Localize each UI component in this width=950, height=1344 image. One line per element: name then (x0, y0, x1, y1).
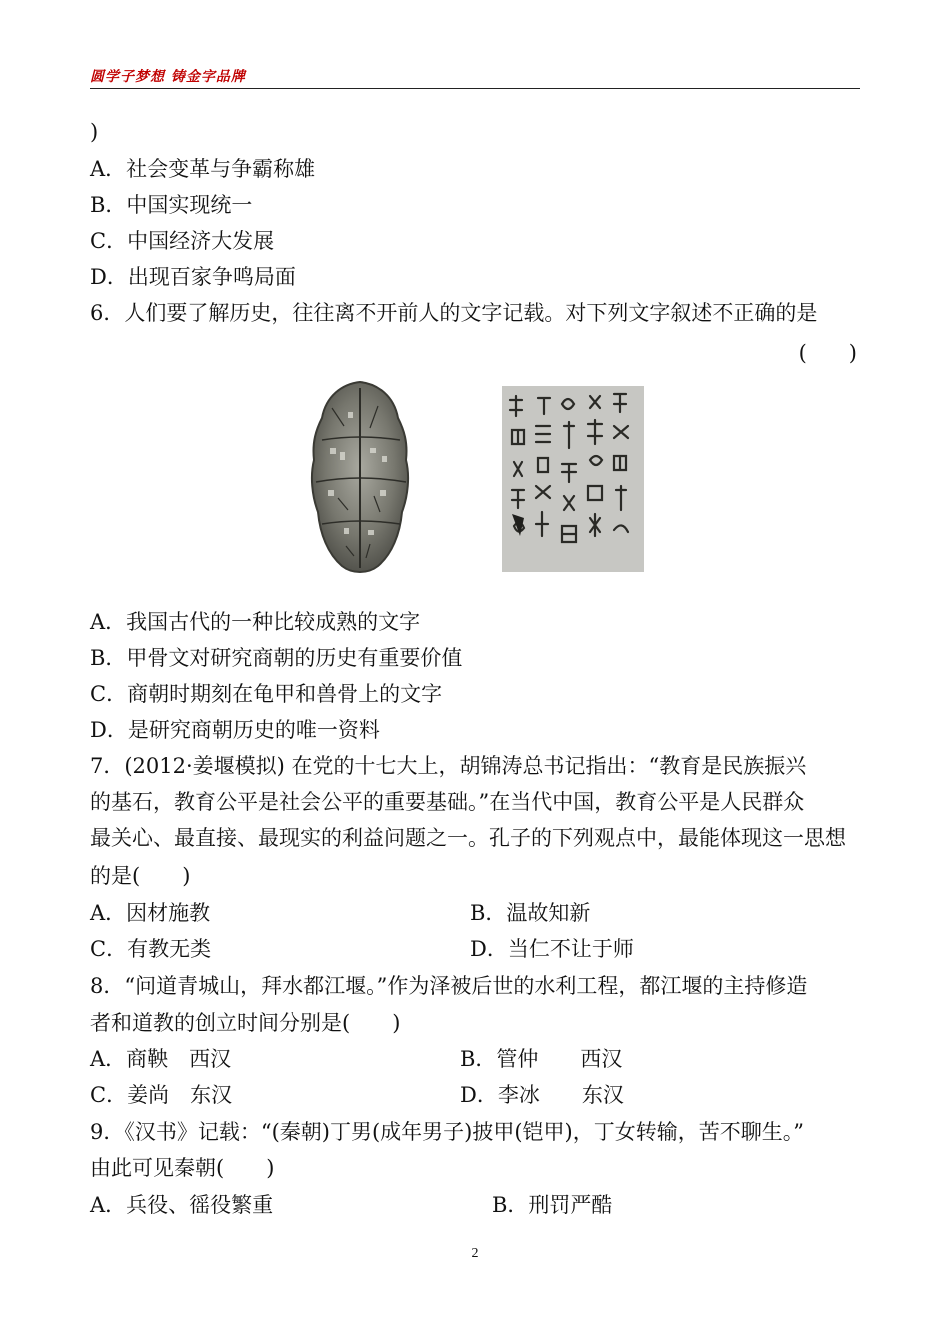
q6-stem: 6．人们要了解历史，往往离不开前人的文字记载。对下列文字叙述不正确的是 (90, 301, 818, 325)
q8-option-a: A．商鞅 西汉 (90, 1047, 232, 1071)
header-slogan: 圆学子梦想 铸金字品牌 (90, 69, 246, 85)
q5-option-d: D．出现百家争鸣局面 (90, 265, 296, 289)
q9-line-2: 由此可见秦朝( ) (90, 1156, 275, 1180)
oracle-inscription-rubbing-image (502, 386, 644, 572)
q7-line-4: 的是( ) (90, 864, 191, 888)
q5-option-c: C．中国经济大发展 (90, 229, 275, 253)
q8-option-d: D．李冰 东汉 (460, 1083, 624, 1107)
q9-option-b: B．刑罚严酷 (492, 1193, 613, 1217)
q7-line-1: 7．(2012·姜堰模拟) 在党的十七大上，胡锦涛总书记指出：“教育是民族振兴 (90, 754, 807, 778)
q6-option-d: D．是研究商朝历史的唯一资料 (90, 718, 380, 742)
q7-line-2: 的基石，教育公平是社会公平的重要基础。”在当代中国，教育公平是人民群众 (90, 790, 805, 814)
q6-option-b: B．甲骨文对研究商朝的历史有重要价值 (90, 646, 463, 670)
q6-option-c: C．商朝时期刻在龟甲和兽骨上的文字 (90, 682, 443, 706)
page-header (90, 66, 860, 89)
q8-line-2: 者和道教的创立时间分别是( ) (90, 1011, 401, 1035)
q5-option-a: A．社会变革与争霸称雄 (90, 157, 316, 181)
page-number: 2 (471, 1246, 479, 1261)
q9-line-1: 9．《汉书》记载：“(秦朝)丁男(成年男子)披甲(铠甲)，丁女转输，苦不聊生。” (90, 1120, 804, 1144)
q7-option-d: D．当仁不让于师 (470, 937, 634, 961)
q8-line-1: 8．“问道青城山，拜水都江堰。”作为泽被后世的水利工程，都江堰的主持修造 (90, 974, 808, 998)
q5-close-paren: ) (90, 120, 99, 144)
q9-option-a: A．兵役、徭役繁重 (90, 1193, 274, 1217)
q5-option-b: B．中国实现统一 (90, 193, 253, 217)
q7-option-b: B．温故知新 (470, 901, 591, 925)
q7-option-c: C．有教无类 (90, 937, 212, 961)
q6-option-a: A．我国古代的一种比较成熟的文字 (90, 610, 421, 634)
q8-option-c: C．姜尚 东汉 (90, 1083, 233, 1107)
oracle-bone-turtle-shell-image (308, 378, 412, 576)
q7-option-a: A．因材施教 (90, 901, 211, 925)
q8-option-b: B．管仲 西汉 (460, 1047, 623, 1071)
q7-line-3: 最关心、最直接、最现实的利益问题之一。孔子的下列观点中，最能体现这一思想 (90, 826, 846, 850)
q6-answer-slot: ( ) (798, 341, 857, 365)
